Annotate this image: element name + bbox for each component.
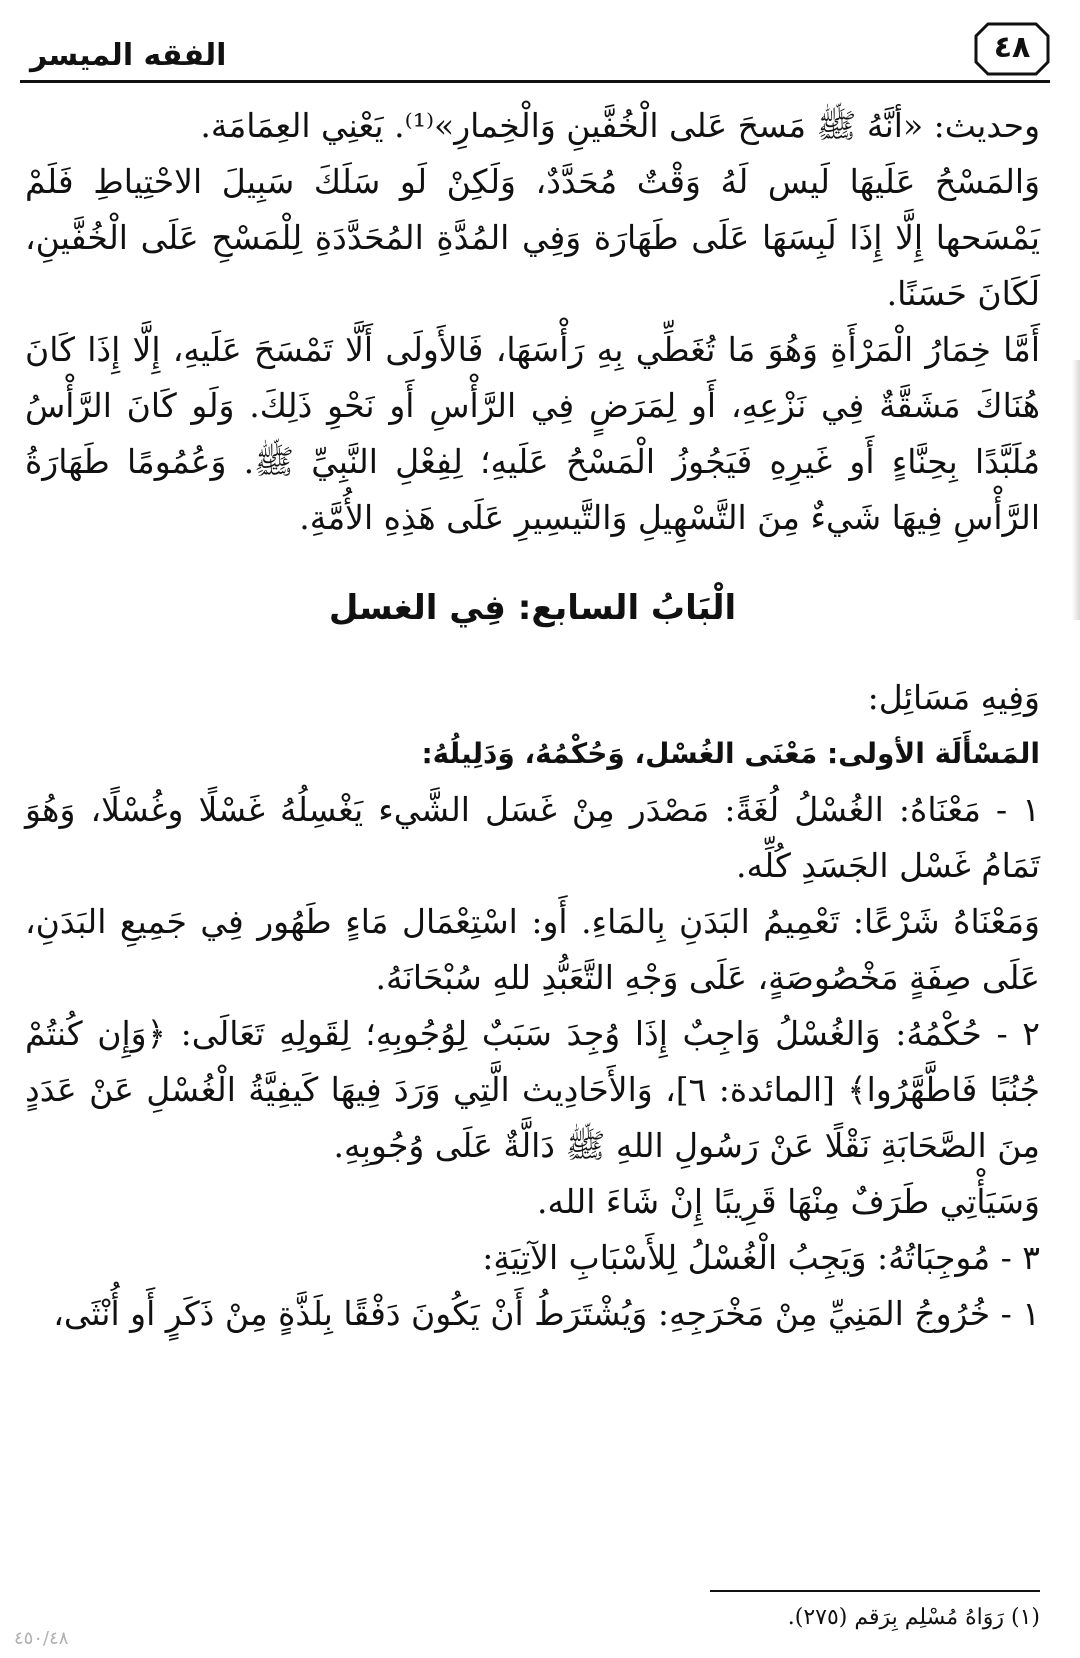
- paragraph-ruling: ٢ - حُكْمُهُ: وَالغُسْلُ وَاجِبٌ إِذَا وُجِدَ سَبَبٌ لِوُجُوبِهِ؛ لِقَولِهِ تَعَالَى: ﴿وَإِن كُنتُمْ جُنُبًا فَاطَّهَّرُوا﴾ [المائدة: ٦]، وَالأَحَادِيث الَّتِي وَرَدَ فِيهَا كَيفِيَّةُ الْغُسْلِ عَنْ عَدَدٍ مِنَ الصَّحَابَةِ نَقْلًا عَنْ رَسُولِ اللهِ ﷺ دَالَّةٌ عَلَى وُجُوبِهِ.: [25, 1014, 1041, 1165]
- paragraph-cause-one: ١ - خُرُوجُ المَنِيِّ مِنْ مَخْرَجِهِ: وَيُشْتَرَطُ أَنْ يَكُونَ دَفْقًا بِلَذَّةٍ مِنْ ذَكَرٍ أَو أُنْثَى،: [53, 1294, 1040, 1333]
- paragraph-woman-khimar: أَمَّا خِمَارُ الْمَرْأَةِ وَهُوَ مَا تُغَطِّي بِهِ رَأْسَهَا، فَالأَولَى أَلَّا تَمْسَحَ عَلَيهِ، إِلَّا إِذَا كَانَ هُنَاكَ مَشَقَّةٌ فِي نَزْعِهِ، أَو لِمَرَضٍ فِي الرَّأْسِ أَو نَحْوِ ذَلِكَ. وَلَو كَانَ الرَّأْسُ مُلَبَّدًا بِحِنَّاءٍ أَو غَيرِهِ فَيَجُوزُ الْمَسْحُ عَلَيهِ؛ لِفِعْلِ النَّبِيِّ ﷺ. وَعُمُومًا طَهَارَةُ الرَّأْسِ فِيهَا شَيءٌ مِنَ التَّسْهِيلِ وَالتَّيسِيرِ عَلَى هَذِهِ الأُمَّةِ.: [25, 330, 1040, 537]
- paragraph-causes: ٣ - مُوجِبَاتُهُ: وَيَجِبُ الْغُسْلُ لِلأَسْبَابِ الآتِيَةِ:: [482, 1238, 1040, 1277]
- paragraph-forthcoming: وَسَيَأْتِي طَرَفٌ مِنْهَا قَرِيبًا إِنْ شَاءَ الله.: [537, 1182, 1040, 1221]
- section-intro: وَفِيهِ مَسَائِل:: [867, 678, 1040, 717]
- page-number-badge: [974, 22, 1050, 76]
- header-rule: [20, 80, 1050, 83]
- paragraph-wiping-duration: وَالمَسْحُ عَلَيهَا لَيس لَهُ وَقْتٌ مُحَدَّدٌ، وَلَكِنْ لَو سَلَكَ سَبِيلَ الاحْتِياطِ فَلَمْ يَمْسَحها إِلَّا إِذَا لَبِسَهَا عَلَى طَهَارَة وَفِي المُدَّةِ المُحَدَّدَةِ لِلْمَسْحِ عَلَى الْخُفَّينِ، لَكَانَ حَسَنًا.: [25, 162, 1040, 313]
- running-title: الفقه الميسر: [30, 38, 227, 73]
- chapter-title: الْبَابُ السابع: فِي الغسل: [328, 588, 737, 628]
- page-edge-shadow: [1072, 360, 1080, 620]
- footnote-rule: [710, 1590, 1040, 1592]
- footnote: (١) رَوَاهُ مُسْلِم بِرَقم (٢٧٥).: [787, 1605, 1040, 1630]
- paragraph-hadith: وحديث: «أنَّهُ ﷺ مَسحَ عَلى الْخُفَّينِ وَالْخِمارِ»⁽¹⁾. يَعْنِي العِمَامَة.: [200, 106, 1040, 145]
- paragraph-linguistic-meaning: ١ - مَعْنَاهُ: الغُسْلُ لُغَةً: مَصْدَر مِنْ غَسَل الشَّيء يَغْسِلُهُ غَسْلًا وغُسْلًا، وَهُوَ تَمَامُ غَسْل الجَسَدِ كُلِّه.: [25, 790, 1040, 885]
- paragraph-legal-meaning: وَمَعْنَاهُ شَرْعًا: تَعْمِيمُ البَدَنِ بِالمَاءِ. أَو: اسْتِعْمَال مَاءٍ طَهُور فِي جَمِيعِ البَدَنِ، عَلَى صِفَةٍ مَخْصُوصَةٍ، عَلَى وَجْهِ التَّعَبُّدِ للهِ سُبْحَانَهُ.: [25, 902, 1040, 997]
- page-number: ٤٨: [993, 30, 1031, 65]
- issue-heading: المَسْأَلَة الأولى: مَعْنَى الغُسْل، وَحُكْمُهُ، وَدَلِيلُهُ:: [421, 737, 1040, 770]
- main-text: [25, 98, 1040, 1342]
- footer-page-code: ٤٥٠/٤٨: [14, 1628, 69, 1649]
